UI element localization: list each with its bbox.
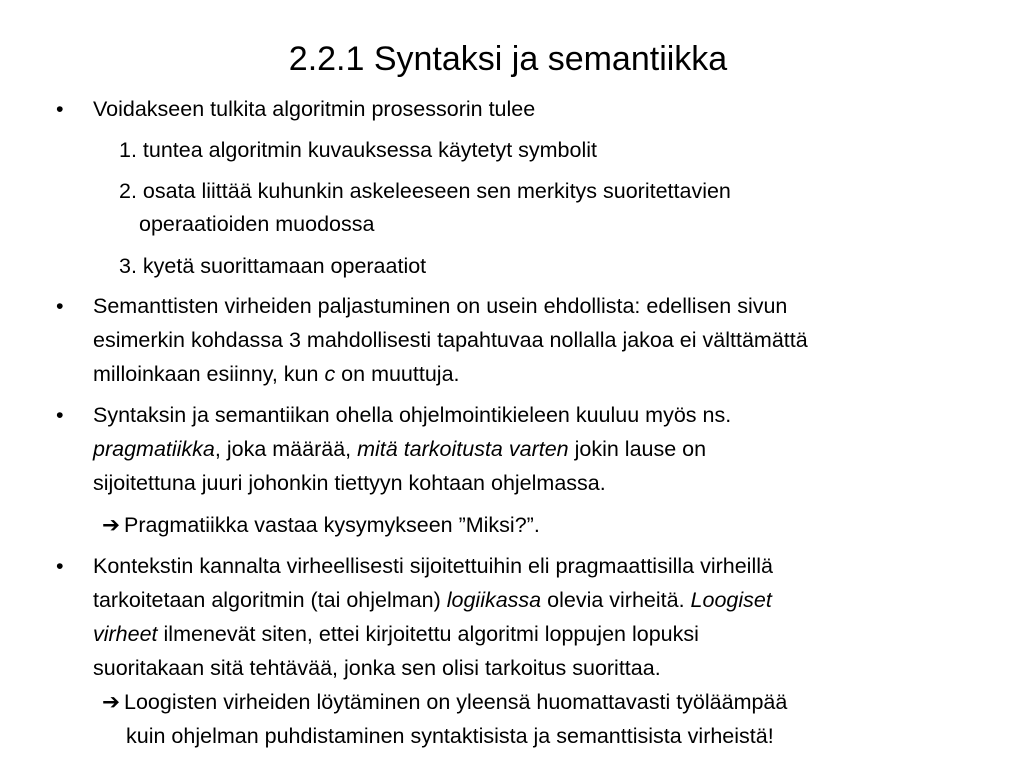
bullet-3-line-3: sijoitettuna juuri johonkin tiettyyn kohtaan ohjelmassa. bbox=[93, 471, 606, 495]
bullet-4-line-1: Kontekstin kannalta virheellisesti sijoitettuihin eli pragmaattisilla virheillä bbox=[93, 554, 773, 578]
bullet-3-line-2: pragmatiikka, joka määrää, mitä tarkoitusta varten jokin lause on bbox=[93, 437, 707, 461]
step-3: 3. kyetä suorittamaan operaatiot bbox=[119, 254, 427, 278]
bullet-1-text: Voidakseen tulkita algoritmin prosessorin tulee bbox=[93, 97, 536, 121]
bullet-2-line-1: Semanttisten virheiden paljastuminen on usein ehdollista: edellisen sivun bbox=[93, 294, 788, 318]
bullet-marker: • bbox=[56, 554, 64, 578]
bullet-marker: • bbox=[56, 403, 64, 427]
bullet-2-line-2: esimerkin kohdassa 3 mahdollisesti tapahtuvaa nollalla jakoa ei välttämättä bbox=[93, 328, 808, 352]
bullet-4-line-3: virheet ilmenevät siten, ettei kirjoitettu algoritmi loppujen lopuksi bbox=[93, 622, 699, 646]
bullet-4-line-4: suoritakaan sitä tehtävää, jonka sen olisi tarkoitus suorittaa. bbox=[93, 656, 661, 680]
bullet-4-arrow-line-1: ➔ Loogisten virheiden löytäminen on yleensä huomattavasti työläämpää bbox=[102, 690, 788, 714]
step-2-line-2: operaatioiden muodossa bbox=[139, 212, 375, 236]
step-2-line-1: 2. osata liittää kuhunkin askeleeseen sen merkitys suoritettavien bbox=[119, 179, 731, 203]
bullet-3-arrow-line: ➔ Pragmatiikka vastaa kysymykseen ”Miksi?”. bbox=[102, 513, 540, 537]
bullet-marker: • bbox=[56, 294, 64, 318]
bullet-marker: • bbox=[56, 97, 64, 121]
right-arrow-icon: ➔ bbox=[102, 690, 121, 714]
right-arrow-icon: ➔ bbox=[102, 513, 121, 537]
step-1: 1. tuntea algoritmin kuvauksessa käytetyt symbolit bbox=[119, 138, 597, 162]
bullet-4-line-2: tarkoitetaan algoritmin (tai ohjelman) logiikassa olevia virheitä. Loogiset bbox=[93, 588, 772, 612]
bullet-4-arrow-line-2: kuin ohjelman puhdistaminen syntaktisista ja semanttisista virheistä! bbox=[126, 724, 774, 748]
bullet-3-line-1: Syntaksin ja semantiikan ohella ohjelmointikieleen kuuluu myös ns. bbox=[93, 403, 732, 427]
slide-title: 2.2.1 Syntaksi ja semantiikka bbox=[288, 40, 728, 78]
bullet-2-line-3: milloinkaan esiinny, kun c on muuttuja. bbox=[93, 362, 460, 386]
